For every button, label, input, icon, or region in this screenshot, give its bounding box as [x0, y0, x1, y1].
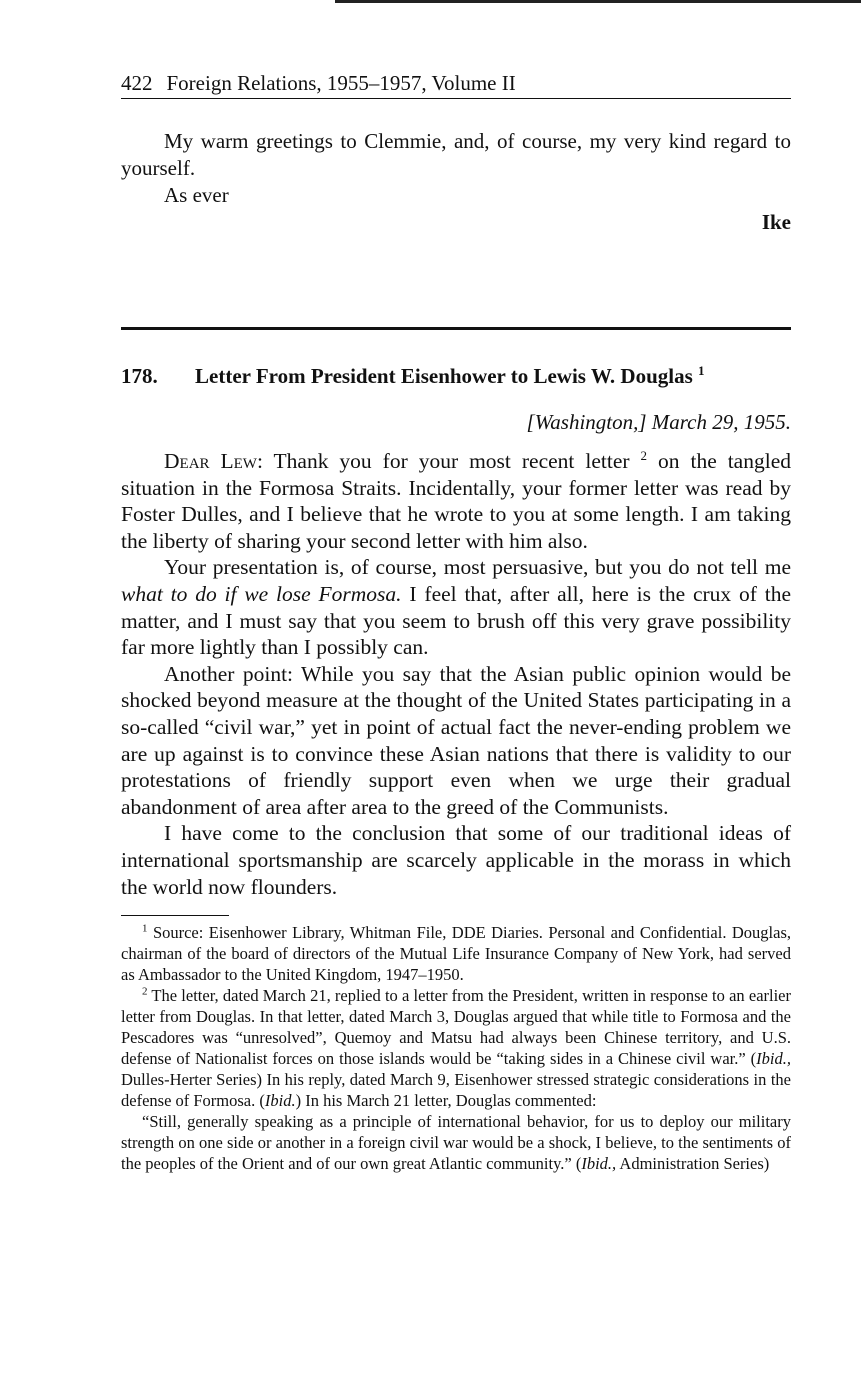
p2-emphasis: what to do if we lose Formosa.: [121, 581, 402, 606]
footnote-2-text-c: ) In his March 21 letter, Douglas commented:: [295, 1091, 597, 1111]
page-top-edge: [335, 0, 861, 3]
p1-text-a: Thank you for your most recent letter: [273, 449, 630, 473]
dateline: [Washington,] March 29, 1955.: [526, 410, 791, 434]
footnote-ref-2: 2: [640, 447, 648, 463]
footnotes: [121, 922, 791, 1174]
footnote-1-text: Source: Eisenhower Library, Whitman File, DDE Diaries. Personal and Confidential. Douglas, chairman of the board of directors of the Mutual Life Insurance Company of New York, had served as Ambassador to the United Kingdom, 1947–1950.: [121, 923, 792, 985]
footnote-ref-1: 1: [698, 363, 705, 378]
body-paragraph-4: I have come to the conclusion that some of our traditional ideas of international sportsmanship are scarcely applicable in the morass in which the world now flounders.: [121, 821, 791, 899]
quote-ibid: Ibid.,: [581, 1154, 617, 1174]
footnote-1-marker: 1: [142, 922, 148, 935]
valediction: As ever: [164, 183, 229, 207]
footnote-1: [121, 922, 791, 985]
document-heading: [121, 363, 791, 390]
body-paragraph-2: [121, 554, 791, 660]
page-number: 422: [121, 71, 153, 95]
page: [121, 70, 791, 1174]
section-divider: [121, 327, 791, 330]
footnote-2-text-a: The letter, dated March 21, replied to a letter from the President, written in response to an earlier letter from Douglas. In that letter, dated March 3, Douglas argued that while title to Formosa and the Pescadores was “unresolved”, Quemoy and Matsu had always been Chinese territory, and U.S. defense of Nationalist forces on those islands would be “taking sides in a Chinese civil war.” (: [121, 986, 791, 1069]
salutation: Dear Lew:: [164, 449, 263, 473]
p2-text-a: Your presentation is, of course, most persuasive, but you do not tell me: [164, 555, 791, 580]
running-title: Foreign Relations, 1955–1957, Volume II: [166, 71, 516, 95]
signature: Ike: [761, 210, 791, 234]
p2-text-b: I feel that, after all, here is the crux of the matter, and I must say that you seem to brush off this very grave possibility far more lightly than I possibly can.: [121, 581, 792, 660]
document-title: [195, 363, 705, 390]
footnote-2-ibid-1: Ibid.,: [756, 1049, 791, 1069]
body-paragraph-1: [121, 448, 791, 554]
footnote-2-ibid-2: Ibid.: [264, 1091, 296, 1111]
document-number: 178.: [121, 364, 158, 388]
document-title-text: Letter From President Eisenhower to Lewis W. Douglas: [195, 364, 693, 388]
closing-paragraph: My warm greetings to Clemmie, and, of course, my very kind regard to yourself.: [121, 129, 791, 180]
footnote-rule: [121, 915, 229, 916]
running-header: [121, 70, 791, 99]
letter-body: [121, 448, 791, 900]
footnote-2-text-b: Dulles-Herter Series) In his reply, dated March 9, Eisenhower stressed strategic considerations in the defense of Formosa. (: [121, 1070, 791, 1111]
footnote-2: [121, 985, 791, 1111]
footnote-2-marker: 2: [142, 985, 148, 998]
quote-text-b: Administration Series): [616, 1154, 770, 1174]
quote-text-a: “Still, generally speaking as a principle of international behavior, for us to deploy our military strength on one side or another in a foreign civil war would be a shock, I believe, to the sentiments of the peoples of the Orient and of our own great Atlantic community.” (: [121, 1112, 791, 1174]
p1-text-b: on the tangled situation in the Formosa Straits. Incidentally, your former letter was read by Foster Dulles, and I believe that he wrote to you at some length. I am taking the liberty of sharing your second letter with him also.: [121, 449, 791, 553]
body-paragraph-3: Another point: While you say that the Asian public opinion would be shocked beyond measure at the thought of the United States participating in a so-called “civil war,” yet in point of actual fact the never-ending problem we are up against is to convince these Asian nations that there is validity to our protestations of friendly support even when we urge their gradual abandonment of area after area to the greed of the Communists.: [121, 661, 791, 819]
footnote-2-quote: [121, 1111, 791, 1174]
